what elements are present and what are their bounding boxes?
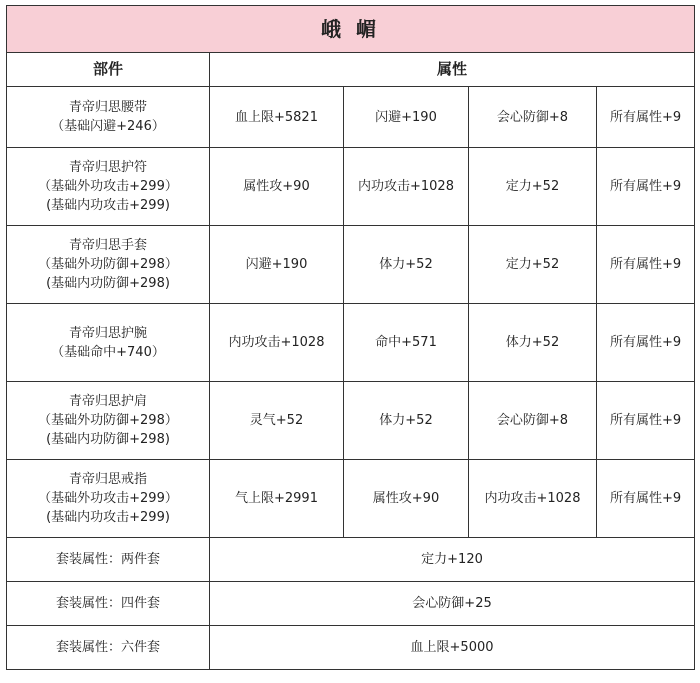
part-cell [7,460,210,538]
header-part: 部件 [7,53,210,87]
part-name: 青帝归思手套 [68,238,147,253]
table-row [7,304,695,382]
part-base-stat: (基础内功防御+298) [46,276,170,291]
equipment-set-table [6,5,695,670]
attr-cell: 所有属性+9 [597,304,695,382]
part-cell [7,148,210,226]
attr-cell: 命中+571 [344,304,469,382]
attr-cell: 血上限+5821 [210,87,344,148]
attr-cell: 体力+52 [344,226,469,304]
table-row [7,87,695,148]
part-base-stat: （基础闪避+246） [51,119,165,134]
attr-cell: 属性攻+90 [344,460,469,538]
attr-cell: 闪避+190 [210,226,344,304]
set-bonus-row [7,582,695,626]
part-name: 青帝归思护腕 [68,325,147,341]
attr-cell: 气上限+2991 [210,460,344,538]
table-row [7,226,695,304]
table-row [7,382,695,460]
part-base-stat: （基础外功攻击+299） [38,179,178,194]
table-row [7,148,695,226]
set-bonus-row [7,538,695,582]
header-attributes: 属性 [210,53,695,87]
set-bonus-value: 定力+120 [210,538,695,582]
part-cell [7,382,210,460]
part-name: 青帝归思戒指 [68,472,147,487]
attr-cell: 所有属性+9 [597,460,695,538]
attr-cell: 内功攻击+1028 [469,460,597,538]
title-row [7,6,695,53]
attr-cell: 体力+52 [469,304,597,382]
part-base-stat: （基础命中+740） [51,344,165,360]
attr-cell: 灵气+52 [210,382,344,460]
set-bonus-label: 套装属性：四件套 [7,582,210,626]
part-base-stat: （基础外功攻击+299） [38,491,178,506]
set-bonus-label: 套装属性：六件套 [7,626,210,670]
header-row [7,53,695,87]
attr-cell: 内功攻击+1028 [344,148,469,226]
attr-cell: 会心防御+8 [469,87,597,148]
part-name: 青帝归思护符 [68,160,147,175]
attr-cell: 会心防御+8 [469,382,597,460]
part-cell [7,226,210,304]
attr-cell: 所有属性+9 [597,226,695,304]
part-cell [7,304,210,382]
set-bonus-value: 血上限+5000 [210,626,695,670]
attr-cell: 所有属性+9 [597,148,695,226]
part-base-stat: （基础外功防御+298） [38,413,178,428]
attr-cell: 所有属性+9 [597,382,695,460]
set-bonus-label: 套装属性：两件套 [7,538,210,582]
part-cell [7,87,210,148]
table-row [7,460,695,538]
set-bonus-value: 会心防御+25 [210,582,695,626]
part-base-stat: (基础内功攻击+299) [46,198,170,213]
attr-cell: 内功攻击+1028 [210,304,344,382]
part-base-stat: （基础外功防御+298） [38,257,178,272]
part-name: 青帝归思护肩 [68,394,147,409]
attr-cell: 属性攻+90 [210,148,344,226]
attr-cell: 闪避+190 [344,87,469,148]
attr-cell: 定力+52 [469,226,597,304]
part-base-stat: (基础内功攻击+299) [46,510,170,525]
attr-cell: 所有属性+9 [597,87,695,148]
set-bonus-row [7,626,695,670]
attr-cell: 体力+52 [344,382,469,460]
part-name: 青帝归思腰带 [68,100,147,115]
table-title: 峨 嵋 [7,6,695,53]
attr-cell: 定力+52 [469,148,597,226]
part-base-stat: (基础内功防御+298) [46,432,170,447]
